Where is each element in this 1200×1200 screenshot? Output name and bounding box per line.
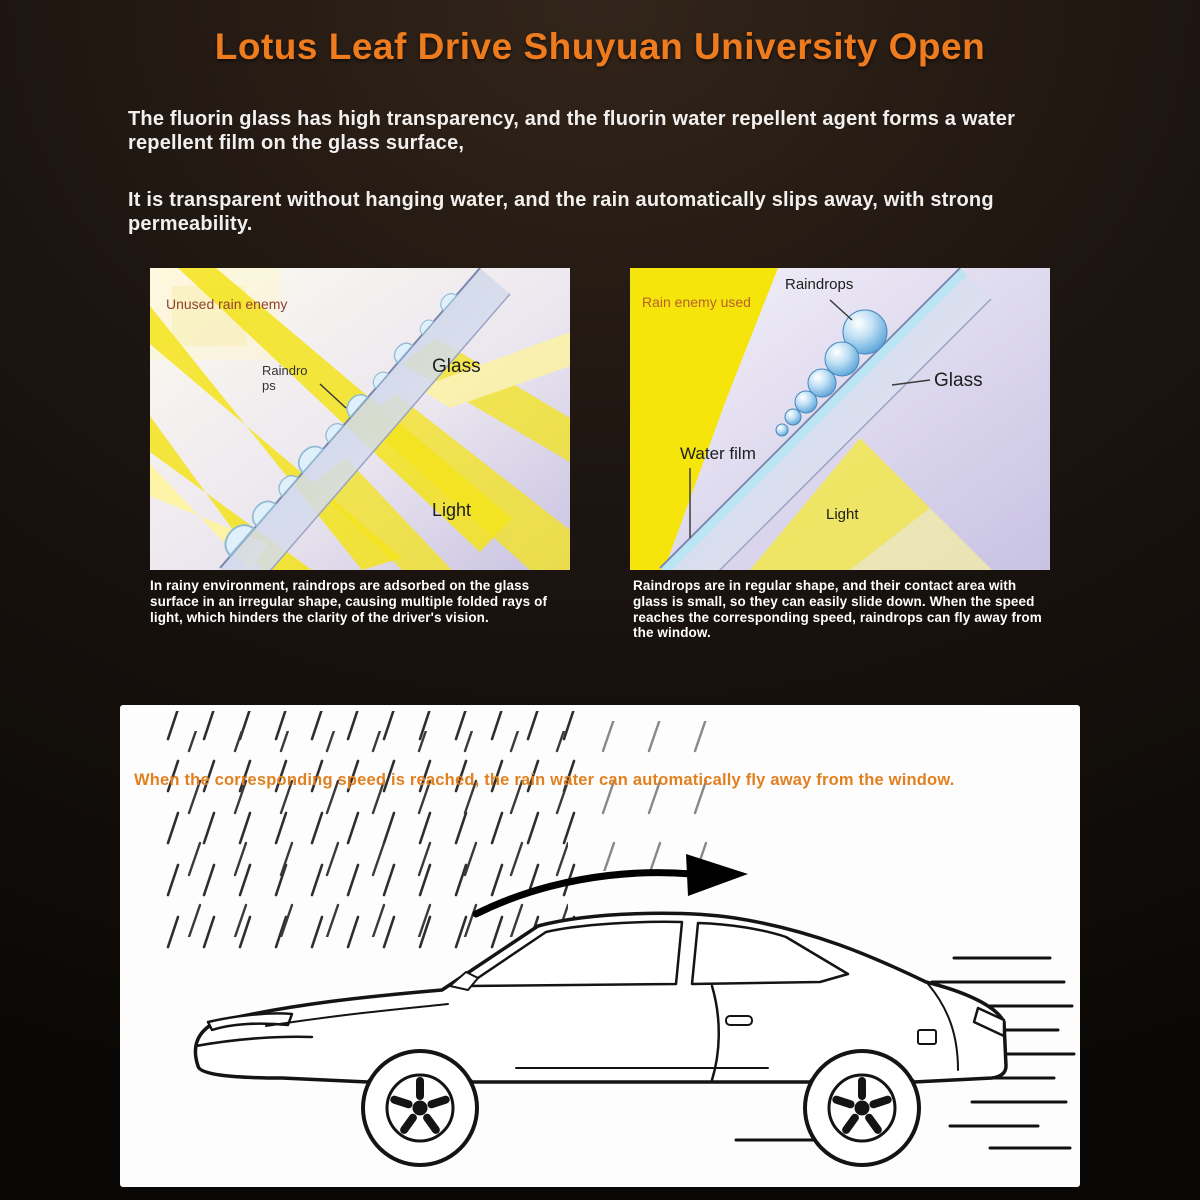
door-handle — [726, 1016, 752, 1025]
light-label: Light — [432, 500, 472, 520]
raindrops-label: Raindro ps — [262, 363, 308, 393]
front-wheel — [363, 1051, 477, 1165]
water-film-label: Water film — [680, 444, 756, 463]
glass-label: Glass — [432, 356, 481, 377]
intro-paragraph-1: The fluorin glass has high transparency, and the fluorin water repellent agent forms a water repellent film on the glass surface, — [128, 108, 1016, 154]
caption-untreated: In rainy environment, raindrops are adsorbed on the glass surface in an irregular shape, causing multiple folded rays of light, which hinders the clarity of the driver's vision. — [150, 578, 548, 625]
panel-tag-unused: Unused rain enemy — [166, 296, 288, 312]
fuel-door — [918, 1030, 936, 1044]
car-panel-caption: When the corresponding speed is reached, the rain water can automatically fly away from the window. — [134, 771, 955, 789]
treated-glass-diagram-art — [630, 268, 1050, 570]
rear-wheel — [805, 1051, 919, 1165]
light-label: Light — [826, 506, 859, 523]
panel-untreated-glass — [150, 268, 570, 570]
untreated-glass-diagram-art — [150, 268, 570, 570]
panel-treated-glass — [630, 268, 1050, 570]
intro-paragraph-2: It is transparent without hanging water, and the rain automatically slips away, with strong permeability. — [128, 189, 994, 235]
glass-label: Glass — [934, 370, 983, 391]
car-illustration-panel — [120, 705, 1080, 1187]
caption-treated: Raindrops are in regular shape, and their contact area with glass is small, so they can easily slide down. When the speed reaches the corresponding speed, raindrops can fly away from the window. — [633, 578, 1042, 641]
raindrops-label: Raindrops — [785, 276, 854, 293]
panel-tag-used: Rain enemy used — [642, 294, 751, 310]
page-title: Lotus Leaf Drive Shuyuan University Open — [214, 26, 986, 67]
